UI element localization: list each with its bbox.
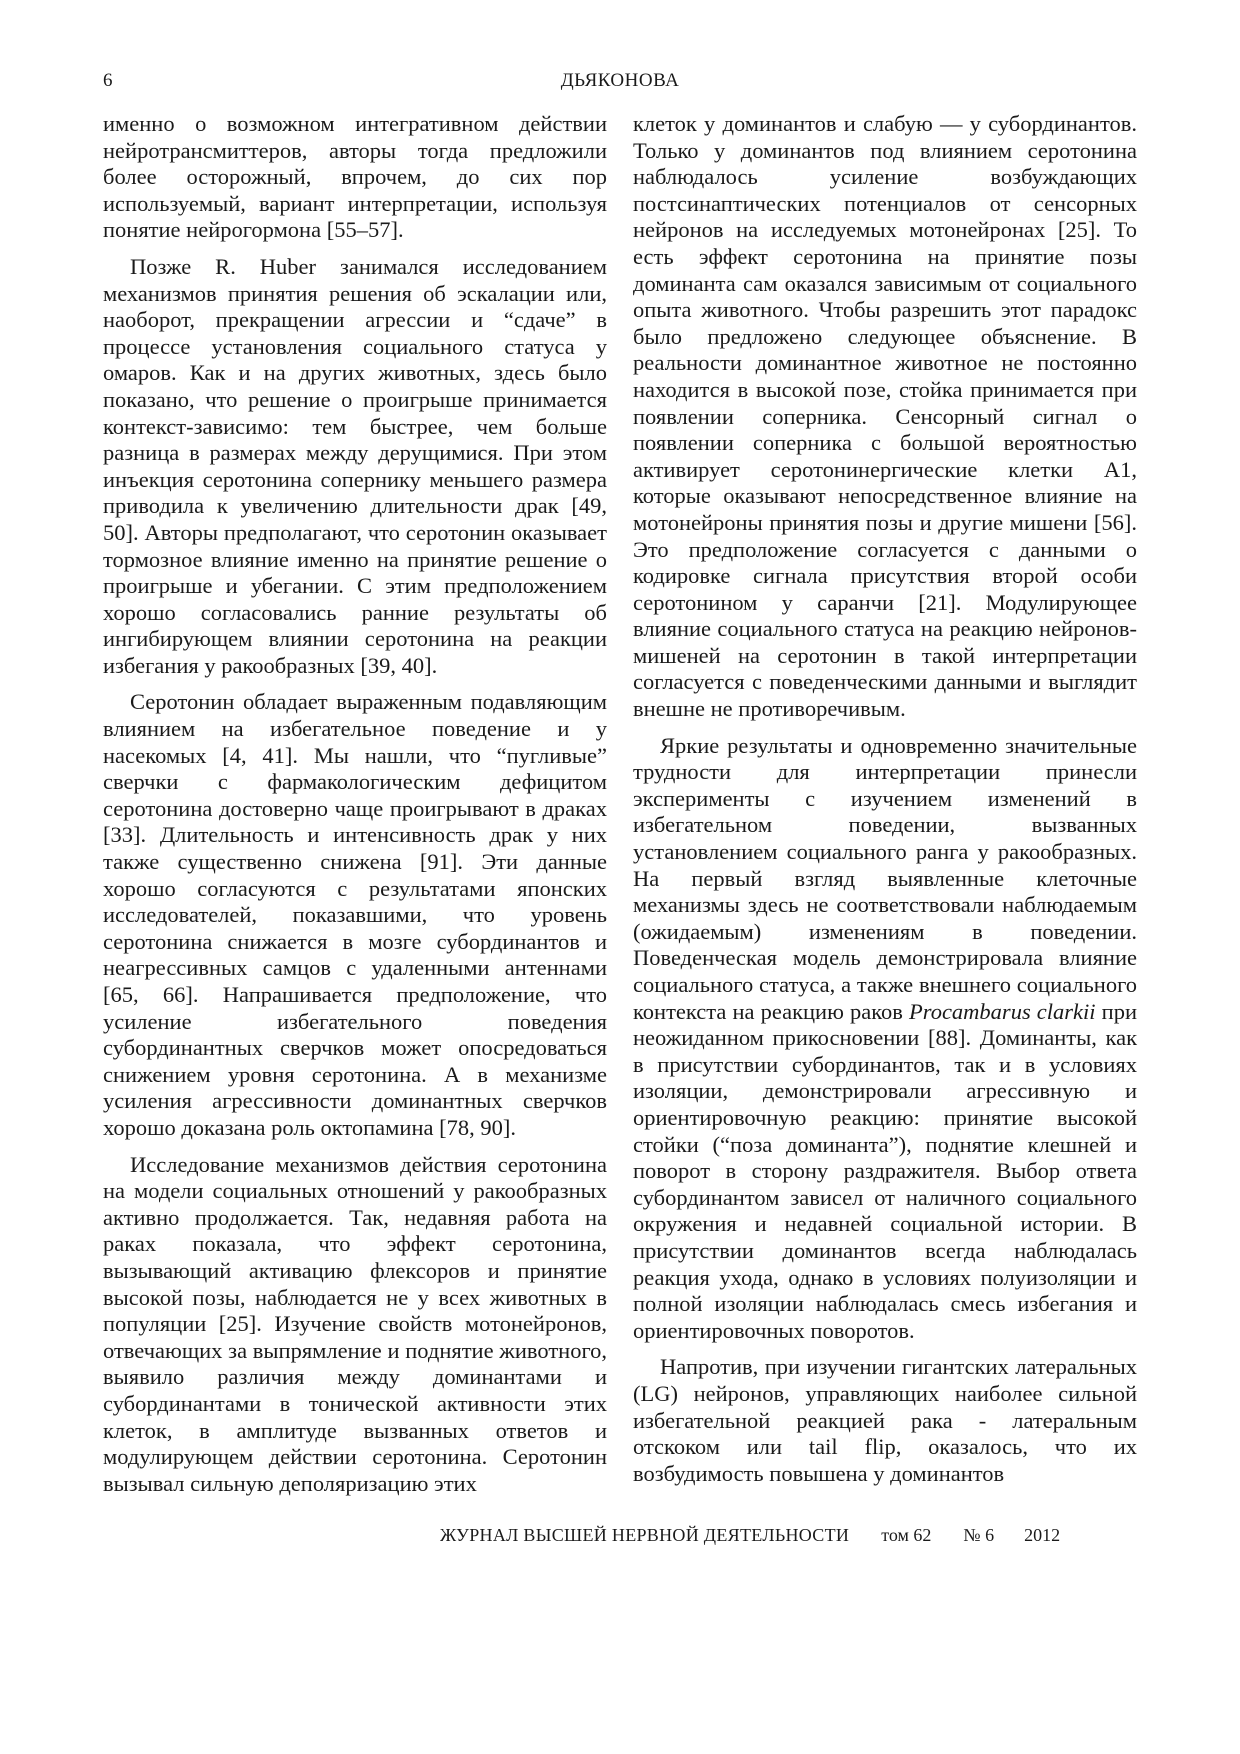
right-paragraph-2-text-after: при неожиданном прикосновении [88]. Доминанты, как в присутствии субординантов, так и в условиях изоляции, демонстрировали агрессивную и ориентировочную реакцию: принятие высокой стойки (“поза доминанта”), поднятие клешней и поворот в сторону раздражителя. Выбор ответа субординантом зависел от наличного социального окружения и недавней социальной истории. В присутствии доминантов всегда наблюдалась реакция ухода, однако в условиях полуизоляции и полной изоляции наблюдалась смесь избегания и ориентировочных поворотов. xyxy=(633,998,1137,1343)
left-paragraph-2: Позже R. Huber занимался исследованием механизмов принятия решения об эскалации или, наоборот, прекращении агрессии и “сдаче” в процессе установления социального статуса у омаров. Как и на других животных, здесь было показано, что решение о проигрыше принимается контекст-зависимо: тем быстрее, чем больше разница в размерах между дерущимися. При этом инъекция серотонина сопернику меньшего размера приводила к увеличению длительности драк [49, 50]. Авторы предполагают, что серотонин оказывает тормозное влияние именно на принятие решение о проигрыше и убегании. С этим предположением хорошо согласовались ранние результаты об ингибирующем влиянии серотонина на реакции избегания у ракообразных [39, 40]. xyxy=(103,253,607,678)
right-paragraph-2-text-before: Яркие результаты и одновременно значительные трудности для интерпретации принесли эксперименты с изучением изменений в избегательном поведении, вызванных установлением социального ранга у ракообразных. На первый взгляд выявленные клеточные механизмы здесь не соответствовали наблюдаемым (ожидаемым) изменениям в поведении. Поведенческая модель демонстрировала влияние социального статуса, а также внешнего социального контекста на реакцию раков xyxy=(633,732,1137,1024)
right-paragraph-1: клеток у доминантов и слабую — у субординантов. Только у доминантов под влиянием серотонина наблюдалось усиление возбуждающих постсинаптических потенциалов от сенсорных нейронов на исследуемых мотонейронах [25]. То есть эффект серотонина на принятие позы доминанта сам оказался зависимым от социального опыта животного. Чтобы разрешить этот парадокс было предложено следующее объяснение. В реальности доминантное животное не постоянно находится в высокой позе, стойка принимается при появлении соперника. Сенсорный сигнал о появлении соперника с большой вероятностью активирует серотонинергические клетки A1, которые оказывают непосредственное влияние на мотонейроны принятия позы и другие мишени [56]. Это предположение согласуется с данными о кодировке сигнала присутствия второй особи серотонином у саранчи [21]. Модулирующее влияние социального статуса на реакцию нейронов-мишеней на серотонин в такой интерпретации согласуется с поведенческими данными и выглядит внешне не противоречивым. xyxy=(633,111,1137,722)
left-column xyxy=(103,111,607,1497)
journal-issue: № 6 xyxy=(963,1525,995,1545)
left-paragraph-3: Серотонин обладает выраженным подавляющим влиянием на избегательное поведение и у насекомых [4, 41]. Мы нашли, что “пугливые” сверчки с фармакологическим дефицитом серотонина достоверно чаще проигрывают в драках [33]. Длительность и интенсивность драк у них также существенно снижена [91]. Эти данные хорошо согласуются с результатами японских исследователей, показавшими, что уровень серотонина снижается в мозге субординантов и неагрессивных самцов с удаленными антеннами [65, 66]. Напрашивается предположение, что усиление избегательного поведения субординантных сверчков может опосредоваться снижением уровня серотонина. А в механизме усиления агрессивности доминантных сверчков хорошо доказана роль октопамина [78, 90]. xyxy=(103,689,607,1140)
right-column xyxy=(633,111,1137,1487)
journal-volume: том 62 xyxy=(881,1525,932,1545)
running-title: ДЬЯКОНОВА xyxy=(560,70,680,91)
running-footer xyxy=(440,1521,1140,1549)
right-paragraph-3: Напротив, при изучении гигантских латеральных (LG) нейронов, управляющих наиболее сильной избегательной реакцией рака - латеральным отскоком или tail flip, оказалось, что их возбудимость повышена у доминантов xyxy=(633,1354,1137,1486)
species-name: Procambarus clarkii xyxy=(909,998,1096,1024)
journal-year: 2012 xyxy=(1024,1525,1061,1545)
right-paragraph-2 xyxy=(633,733,1137,1345)
page-number: 6 xyxy=(103,70,113,91)
journal-title: ЖУРНАЛ ВЫСШЕЙ НЕРВНОЙ ДЕЯТЕЛЬНОСТИ xyxy=(440,1525,850,1545)
left-paragraph-4: Исследование механизмов действия серотонина на модели социальных отношений у ракообразных активно продолжается. Так, недавняя работа на раках показала, что эффект серотонина, вызывающий активацию флексоров и принятие высокой позы, наблюдается не у всех животных в популяции [25]. Изучение свойств мотонейронов, отвечающих за выпрямление и поднятие животного, выявило различия между доминантами и субординантами в тонической активности этих клеток, в амплитуде вызванных ответов и модулирующем действии серотонина. Серотонин вызывал сильную деполяризацию этих xyxy=(103,1151,607,1496)
running-header xyxy=(103,66,1137,96)
left-paragraph-1: именно о возможном интегративном действии нейротрансмиттеров, авторы тогда предложили более осторожный, впрочем, до сих пор используемый, вариант интерпретации, используя понятие нейрогормона [55–57]. xyxy=(103,111,607,243)
